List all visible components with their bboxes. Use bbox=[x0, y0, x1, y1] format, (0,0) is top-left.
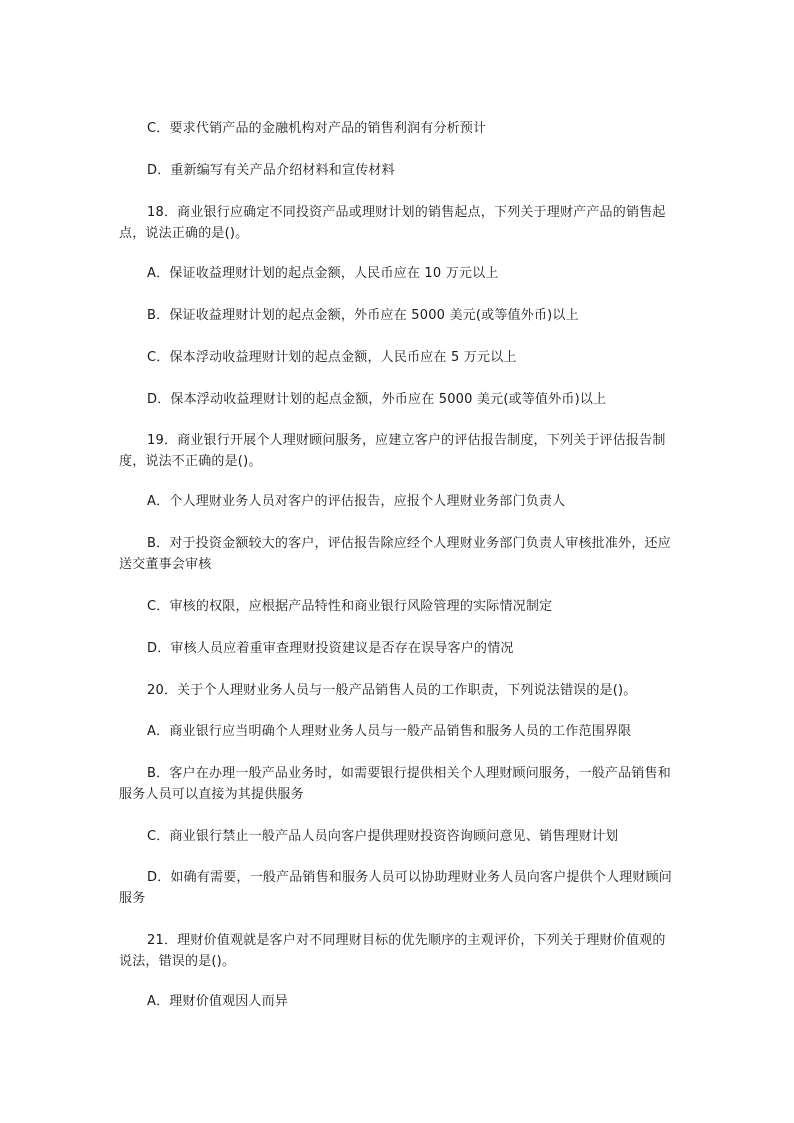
question-21: 21．理财价值观就是客户对不同理财目标的优先顺序的主观评价，下列关于理财价值观的说法，错误的是()。 bbox=[119, 933, 666, 969]
question-20-option-c: C．商业银行禁止一般产品人员向客户提供理财投资咨询顾问意见、销售理财计划 bbox=[147, 829, 619, 844]
question-18-option-a: A．保证收益理财计划的起点金额，人民币应在 10 万元以上 bbox=[147, 266, 499, 281]
question-19-option-c: C．审核的权限，应根据产品特性和商业银行风险管理的实际情况制定 bbox=[147, 599, 553, 614]
option-d: D．重新编写有关产品介绍材料和宣传材料 bbox=[147, 163, 395, 178]
option-c: C．要求代销产品的金融机构对产品的销售利润有分析预计 bbox=[147, 121, 487, 136]
question-19-option-a: A．个人理财业务人员对客户的评估报告，应报个人理财业务部门负责人 bbox=[147, 494, 566, 509]
question-20-option-a: A．商业银行应当明确个人理财业务人员与一般产品销售和服务人员的工作范围界限 bbox=[147, 724, 632, 739]
question-21-option-a: A．理财价值观因人而异 bbox=[147, 994, 289, 1009]
question-20-option-b: B．客户在办理一般产品业务时，如需要银行提供相关个人理财顾问服务，一般产品销售和服务人员可以直接为其提供服务 bbox=[119, 766, 671, 802]
question-19-option-d: D．审核人员应着重审查理财投资建议是否存在误导客户的情况 bbox=[147, 641, 514, 656]
question-20: 20．关于个人理财业务人员与一般产品销售人员的工作职责，下列说法错误的是()。 bbox=[147, 683, 637, 698]
question-19: 19．商业银行开展个人理财顾问服务，应建立客户的评估报告制度，下列关于评估报告制度，说法不正确的是()。 bbox=[119, 433, 666, 469]
question-18-option-b: B．保证收益理财计划的起点金额，外币应在 5000 美元(或等值外币)以上 bbox=[147, 308, 579, 323]
question-18: 18．商业银行应确定不同投资产品或理财计划的销售起点，下列关于理财产产品的销售起点，说法正确的是()。 bbox=[119, 205, 666, 241]
question-18-option-c: C．保本浮动收益理财计划的起点金额，人民币应在 5 万元以上 bbox=[147, 350, 517, 365]
question-19-option-b: B．对于投资金额较大的客户，评估报告除应经个人理财业务部门负责人审核批准外，还应送交董事会审核 bbox=[119, 536, 671, 572]
question-20-option-d: D．如确有需要，一般产品销售和服务人员可以协助理财业务人员向客户提供个人理财顾问服务 bbox=[119, 870, 673, 906]
question-18-option-d: D．保本浮动收益理财计划的起点金额，外币应在 5000 美元(或等值外币)以上 bbox=[147, 392, 607, 407]
